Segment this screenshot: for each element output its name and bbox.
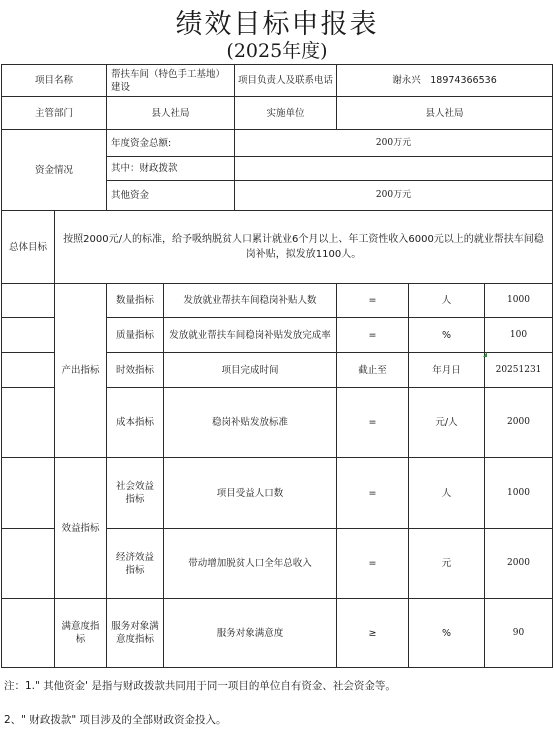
goal-text: 按照2000元/人的标准，给予吸纳脱贫人口累计就业6个月以上、年工资性收入6000元以上的就业帮扶车间稳岗补贴，拟发放1100人。 (63, 234, 544, 260)
funds-label: 资金情况 (34, 164, 73, 176)
project-contact-value: 谢永兴 18974366536 (392, 75, 497, 86)
goal-label: 总体目标 (8, 241, 47, 253)
unit-label: 实施单位 (266, 107, 305, 119)
indicator-content: 带动增加脱贫人口全年总收入 (188, 558, 312, 569)
project-contact-label: 项目负责人及联系电话 (237, 75, 333, 86)
indicator-operator: ≥ (368, 627, 377, 639)
indicator-value: 1000 (507, 487, 530, 498)
output-indicator-label: 产出指标 (61, 365, 100, 376)
footnote-1: 注：1." 其他资金' 是指与财政拨款共同用于同一项目的单位自有资金、社会资金等。 (4, 680, 396, 692)
indicator-value: 100 (509, 329, 528, 340)
indicator-content: 项目受益人口数 (216, 487, 284, 499)
unit-value: 县人社局 (425, 107, 464, 119)
indicator-type: 数量指标 (115, 295, 154, 306)
indicator-content: 发放就业帮扶车间稳岗补贴人数 (183, 295, 317, 306)
satisfaction-indicator-label: 满意度指标 (61, 621, 100, 645)
indicator-operator: = (368, 295, 377, 306)
dept-value: 县人社局 (151, 107, 190, 119)
page-title: 绩效目标申报表 (175, 9, 379, 40)
indicator-unit: % (441, 627, 452, 639)
indicator-value: 2000 (507, 558, 530, 568)
indicator-operator: 截止至 (358, 364, 387, 376)
indicator-content: 项目完成时间 (221, 364, 279, 376)
funds-fiscal-label: 其中：财政拨款 (111, 163, 178, 174)
indicator-type: 成本指标 (115, 417, 154, 428)
benefit-indicator-label: 效益指标 (61, 522, 100, 534)
project-name-value: 帮扶车间（特色手工基地）建设 (111, 68, 226, 93)
funds-total-value: 200万元 (375, 137, 412, 148)
indicator-value: 90 (512, 627, 525, 638)
indicator-operator: = (368, 487, 377, 499)
funds-other-value: 200万元 (375, 190, 412, 200)
indicator-unit: % (441, 329, 452, 341)
indicator-type: 服务对象满意度指标 (111, 621, 159, 645)
indicator-content: 稳岗补贴发放标准 (211, 417, 288, 428)
indicator-operator: = (368, 558, 377, 569)
indicator-value: 1000 (507, 295, 530, 305)
indicator-operator: = (368, 417, 377, 428)
indicator-type: 时效指标 (115, 364, 154, 376)
indicator-unit: 人 (441, 487, 452, 499)
indicator-type: 质量指标 (115, 329, 154, 341)
funds-fiscal-value (235, 157, 552, 180)
indicator-type: 社会效益指标 (115, 481, 154, 505)
indicator-content: 服务对象满意度 (216, 627, 284, 639)
indicator-unit: 人 (441, 295, 452, 306)
indicator-content: 发放就业帮扶车间稳岗补贴发放完成率 (169, 329, 331, 341)
indicator-operator: = (368, 329, 377, 341)
footnote-2: 2、" 财政拨款" 项目涉及的全部财政资金投入。 (4, 714, 227, 726)
project-name-label: 项目名称 (34, 75, 73, 86)
indicator-unit: 元 (441, 558, 452, 569)
page-subtitle: (2025年度) (226, 40, 328, 62)
funds-total-label: 年度资金总额: (111, 137, 172, 149)
indicator-type: 经济效益指标 (115, 551, 154, 576)
dept-label: 主管部门 (34, 107, 73, 119)
funds-other-label: 其他资金 (111, 190, 150, 201)
indicator-value: 20251231 (495, 364, 542, 375)
indicator-value: 2000 (507, 417, 530, 427)
indicator-unit: 年月日 (432, 364, 461, 376)
indicator-unit: 元/人 (435, 417, 458, 428)
